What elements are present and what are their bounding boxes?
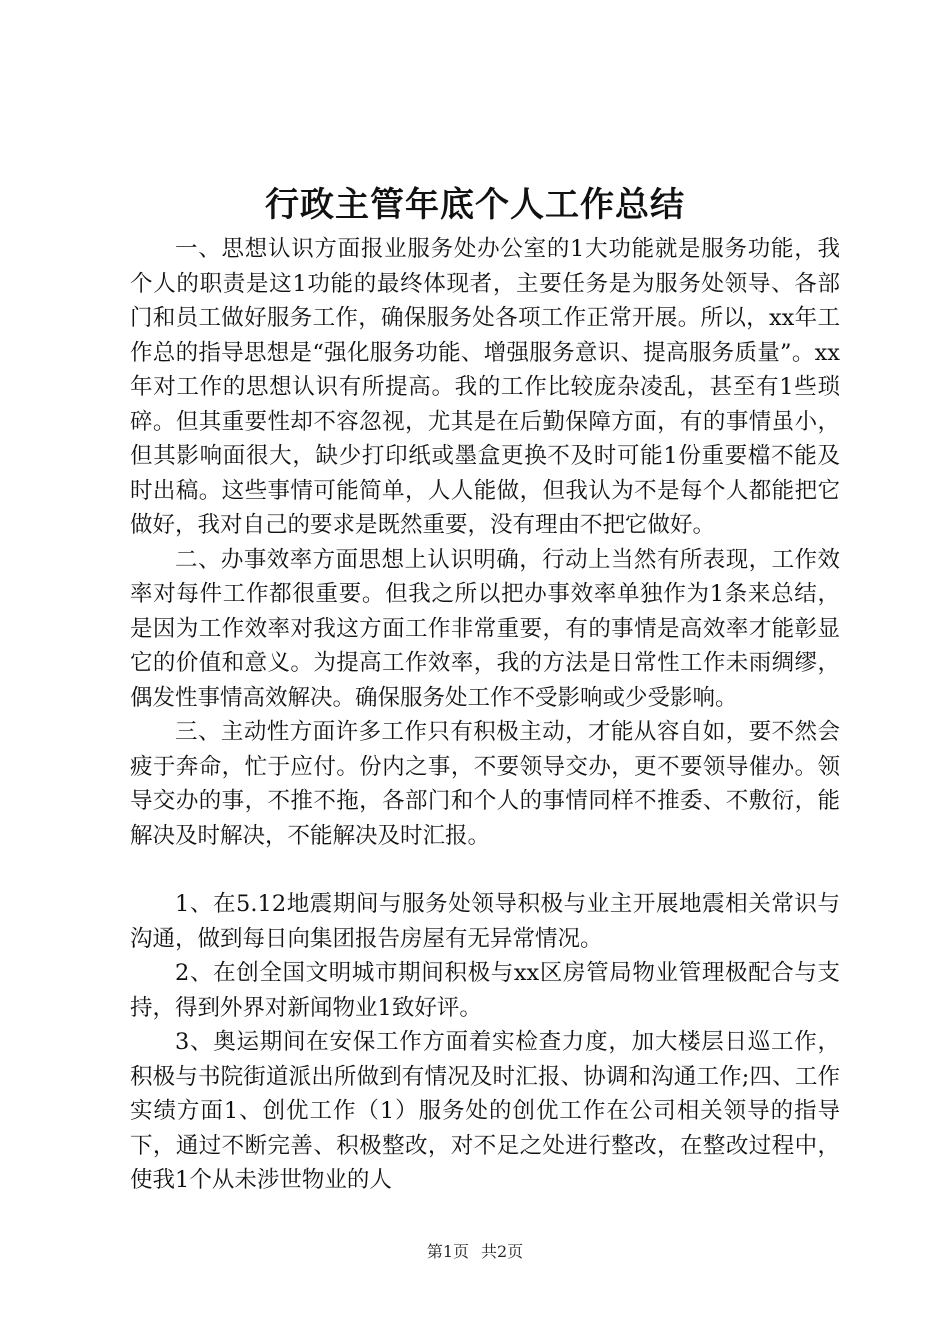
paragraph-initiative: 三、主动性方面许多工作只有积极主动，才能从容自如，要不然会疲于奔命，忙于应付。份内之事，不要领导交办，更不要领导催办。领导交办的事，不推不拖，各部门和个人的事情同样不推委、不敷衍，能解决及时解决，不能解决及时汇报。 <box>130 719 840 849</box>
document-body <box>130 232 840 1198</box>
list-item-civilized-city: 2、在创全国文明城市期间积极与xx区房管局物业管理极配合与支持，得到外界对新闻物业1致好评。 <box>130 960 840 1021</box>
list-item-earthquake: 1、在5.12地震期间与服务处领导积极与业主开展地震相关常识与沟通，做到每日向集团报告房屋有无异常情况。 <box>130 891 840 952</box>
page-footer <box>0 1240 950 1264</box>
paragraph-thought: 一、思想认识方面报业服务处办公室的1大功能就是服务功能，我个人的职责是这1功能的最终体现者，主要任务是为服务处领导、各部门和员工做好服务工作，确保服务处各项工作正常开展。所以，xx年工作总的指导思想是“强化服务功能、增强服务意识、提高服务质量”。xx年对工作的思想认识有所提高。我的工作比较庞杂凌乱，甚至有1些琐碎。但其重要性却不容忽视，尤其是在后勤保障方面，有的事情虽小，但其影响面很大，缺少打印纸或墨盒更换不及时可能1份重要檔不能及时出稿。这些事情可能简单，人人能做，但我认为不是每个人都能把它做好，我对自己的要求是既然重要，没有理由不把它做好。 <box>130 236 840 538</box>
list-item-olympics: 3、奥运期间在安保工作方面着实检查力度，加大楼层日巡工作，积极与书院街道派出所做到有情况及时汇报、协调和沟通工作;四、工作实绩方面1、创优工作（1）服务处的创优工作在公司相关领导的指导下，通过不断完善、积极整改，对不足之处进行整改，在整改过程中，使我1个从未涉世物业的人 <box>130 1029 840 1193</box>
paragraph-efficiency: 二、办事效率方面思想上认识明确，行动上当然有所表现，工作效率对每件工作都很重要。但我之所以把办事效率单独作为1条来总结，是因为工作效率对我这方面工作非常重要，有的事情是高效率才能彰显它的价值和意义。为提高工作效率，我的方法是日常性工作未雨绸缪，偶发性事情高效解决。确保服务处工作不受影响或少受影响。 <box>130 546 840 711</box>
page-total: 共2页 <box>481 1242 524 1261</box>
document-title: 行政主管年底个人工作总结 <box>265 184 685 225</box>
page-number: 第1页 <box>426 1242 469 1261</box>
